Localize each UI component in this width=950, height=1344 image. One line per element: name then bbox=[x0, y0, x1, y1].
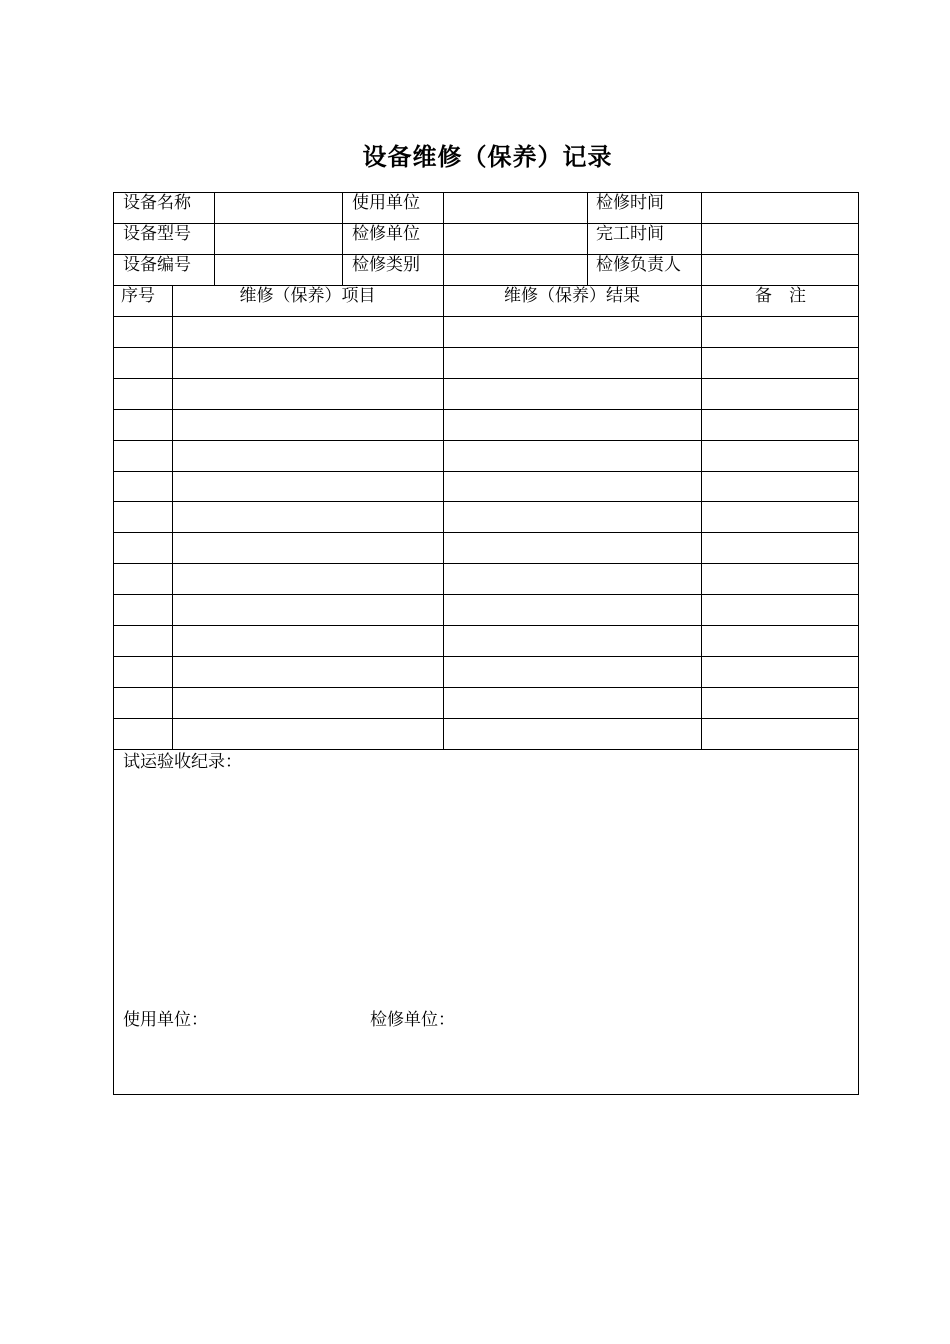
grid-line bbox=[443, 285, 444, 749]
signature-repair-unit: 检修单位： bbox=[370, 1010, 455, 1030]
grid-line bbox=[701, 192, 702, 285]
maintenance-record-table bbox=[113, 192, 859, 1095]
label-repair-category: 检修类别 bbox=[352, 255, 420, 275]
grid-line bbox=[113, 471, 858, 472]
grid-line bbox=[113, 378, 858, 379]
label-user-unit: 使用单位 bbox=[352, 193, 420, 213]
grid-line bbox=[113, 563, 858, 564]
grid-line bbox=[113, 316, 858, 317]
acceptance-label: 试运验收纪录： bbox=[123, 752, 242, 772]
grid-line bbox=[113, 625, 858, 626]
header-remark: 备 注 bbox=[755, 286, 806, 306]
label-repair-unit: 检修单位 bbox=[352, 224, 420, 244]
grid-line bbox=[113, 718, 858, 719]
grid-line bbox=[113, 594, 858, 595]
grid-line bbox=[587, 192, 588, 285]
label-repair-time: 检修时间 bbox=[596, 193, 664, 213]
header-result: 维修（保养）结果 bbox=[504, 286, 640, 306]
grid-line bbox=[172, 285, 173, 749]
grid-line bbox=[113, 656, 858, 657]
grid-line bbox=[113, 687, 858, 688]
signature-user-unit: 使用单位： bbox=[123, 1010, 208, 1030]
grid-line bbox=[342, 192, 343, 285]
grid-line bbox=[113, 532, 858, 533]
header-item: 维修（保养）项目 bbox=[239, 286, 376, 306]
grid-line bbox=[113, 223, 858, 224]
header-seq: 序号 bbox=[121, 286, 155, 306]
label-equipment-name: 设备名称 bbox=[123, 193, 191, 213]
grid-line bbox=[214, 192, 215, 285]
grid-line bbox=[113, 409, 858, 410]
page-title: 设备维修（保养）记录 bbox=[362, 143, 613, 171]
label-completion-time: 完工时间 bbox=[596, 224, 664, 244]
grid-line bbox=[113, 749, 858, 750]
grid-line bbox=[113, 440, 858, 441]
grid-line bbox=[113, 501, 858, 502]
grid-line bbox=[443, 192, 444, 285]
label-equipment-number: 设备编号 bbox=[123, 255, 191, 275]
label-equipment-model: 设备型号 bbox=[123, 224, 191, 244]
label-repair-supervisor: 检修负责人 bbox=[596, 255, 681, 275]
grid-line bbox=[113, 347, 858, 348]
grid-line bbox=[113, 254, 858, 255]
grid-line bbox=[701, 285, 702, 749]
